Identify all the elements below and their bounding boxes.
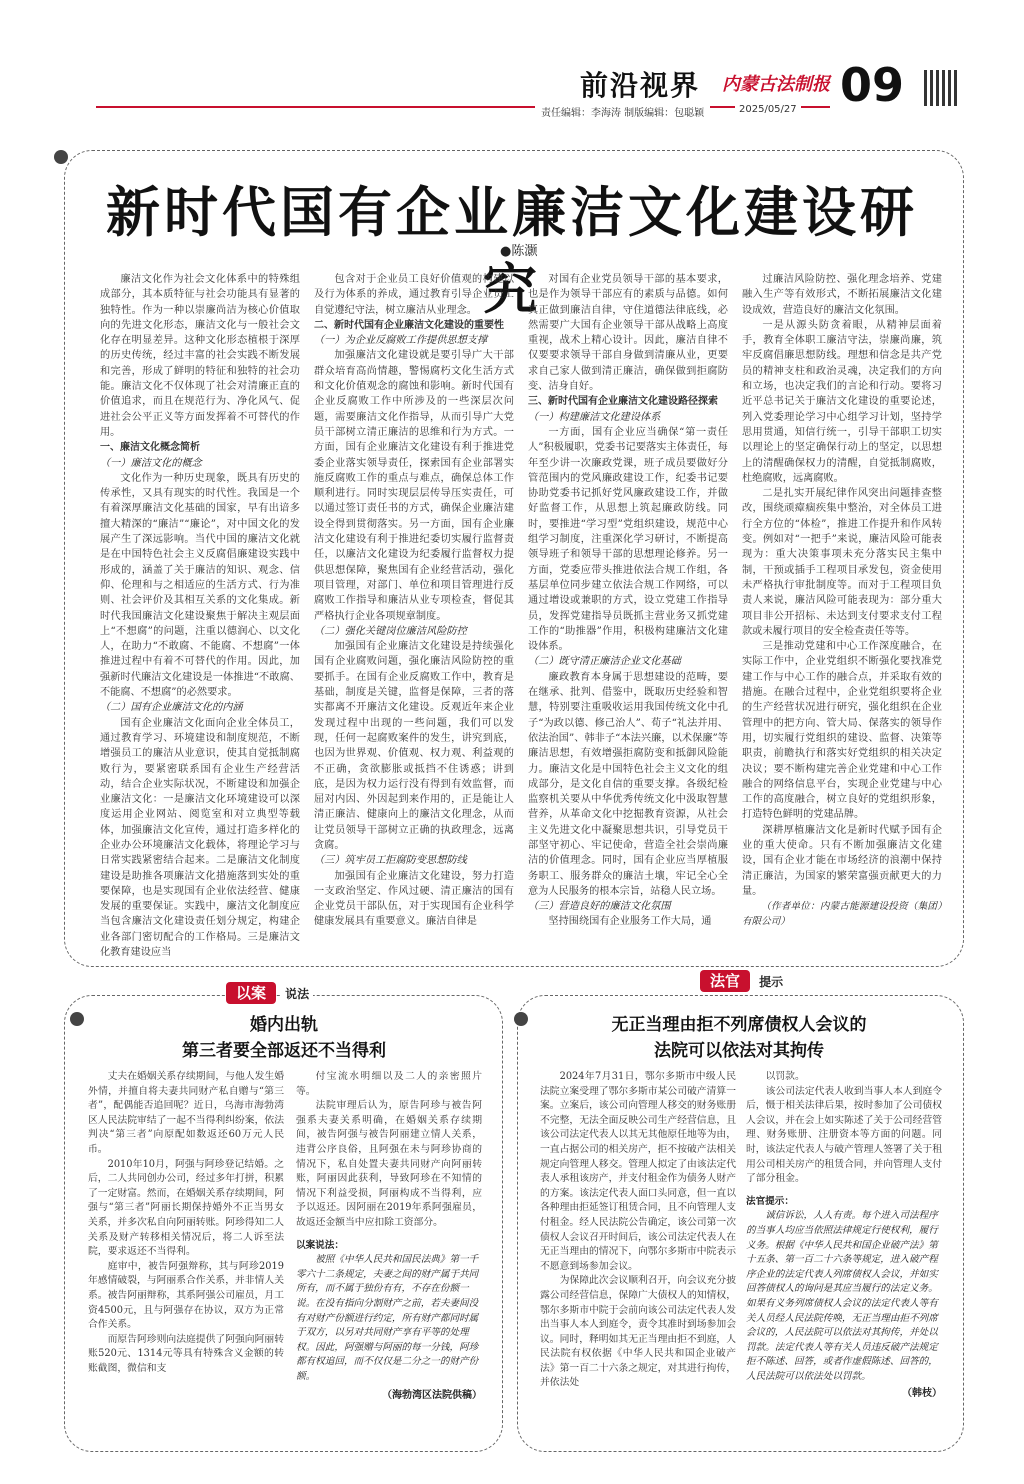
paragraph: 2024年7月31日，鄂尔多斯市中级人民法院立案受理了鄂尔多斯市某公司破产清算一案。立案后，该公司向管理人移交的财务账册不完整，无法全面反映公司生产经营信息，且该公司法定代表人以其无其他原任地等为由，一直占据公司的相关房产，拒不按破产法相关规定向管理人移交。管理人拟定了由该法定代表人承租该房产，并支付租金作为债务人财产的方案。该法定代表人面口头同意，但一直以各种理由拒延签订租赁合同，且不向管理人支付租金。经人民法院公告确定，该公司第一次债权人会议召开时间后，该公司法定代表人在无正当理由的情况下，向鄂尔多斯市中院表示不愿意到场参加会议。	[540, 1071, 736, 1272]
paragraph: 加强国有企业廉洁文化建设是持续强化国有企业腐败问题，强化廉洁风险防控的重要抓手。在国有企业反腐败工作中，教育是基础，制度是关键，监督是保障，三者的落实都离不开廉洁文化建设。反观近年来企业发现过程中出现的一些问题，我们可以发现，任何一起腐败案件的发生，讲究到底，也因为世界观、价值观、权力观、利益观的不正确，贪欲膨胀或抵挡不住诱惑；讲到底，是因为权力运行没有得到有效监督，而屈对内因、外因起到来作用的，正是能让人清正廉洁、健康向上的廉洁文化理念，从而让党员领导干部树立正确的执政理念，远离贪腐。	[314, 641, 514, 851]
subsection-heading: （二）国有企业廉洁文化的内涵	[100, 702, 243, 714]
subsection-heading: （三）营造良好的廉洁文化氛围	[528, 901, 671, 913]
judge-badge-sub: 提示	[755, 975, 787, 989]
case-badge-label: 以案	[226, 982, 276, 1004]
article-title: 新时代国有企业廉洁文化建设研究	[106, 180, 918, 321]
masthead-rule	[96, 106, 830, 108]
subsection-heading: （二）强化关键岗位廉洁风险防控	[314, 625, 467, 637]
article-body	[100, 272, 942, 962]
judge-column-2	[746, 1070, 942, 1399]
case-badge-sub: 说法	[281, 987, 313, 1001]
paragraph: 对国有企业党员领导干部的基本要求，也是作为领导干部应有的素质与品德。如何真正做到廉洁自律，守住道德法律底线，必然需要广大国有企业领导干部从战略上高度重视，战术上精心设计。因此，廉洁自律不仅要要求领导干部自身做到清廉从业，更要求自己家人做到清正廉洁，确保做到拒腐防变、洁身自好。	[528, 274, 728, 393]
paragraph: 一是从源头防贪着眼，从精神层面着手，教育全体职工廉洁守法，崇廉尚廉，筑牢反腐倡廉思想防线。理想和信念是共产党员的精神支柱和政治灵魂，决定我们的方向和立场，也决定我们的言论和行动。要将习近平总书记关于廉洁文化建设的重要论述，列入党委理论学习中心组学习计划，坚持学思用贯通，知信行统一，引导干部职工切实以理论上的坚定确保行动上的坚定，以思想上的清醒确保权力的清醒，自觉抵制腐败，杜绝腐败，远离腐败。	[742, 319, 942, 484]
case-title-line-1: 婚内出轨	[250, 1015, 318, 1035]
paragraph: 二是扎实开展纪律作风突出问题排查整改，围绕顽瘴痼疾集中整治，对全体员工进行全方位的“体检”，推进工作提升和作风转变。例如对“一把手”来说，廉洁风险可能表现为：重大决策事项未充分落实民主集中制，干预或插手工程项目承发包，资金使用未严格执行审批制度等。而对于工程项目负责人来说，廉洁风险可能表现为：部分重大项目非公开招标、未达到支付要求支付工程款或未履行项目的安全检查责任等等。	[742, 488, 942, 637]
case-column-1	[88, 1070, 284, 1440]
paragraph: 廉政教育本身属于思想建设的范畴，要在继承、批判、借鉴中，既取历史经验和智慧，特别要注重吸收运用我国传统文化中孔子“为政以德、修己治人”、荀子“礼法并用、依法治国”、韩非子“本法兴廉，以术保廉”等廉洁思想，有效增强拒腐防变和抵御风险能力。廉洁文化是中国特色社会主义文化的组成部分，是文化自信的重要支撑。各级纪检监察机关要从中华优秀传统文化中汲取智慧营养，从革命文化中挖掘教育资源，从社会主义先进文化中凝聚思想共识，引导党员干部坚守初心、牢记使命，营造全社会崇尚廉洁的价值理念。同时，国有企业应当厚植服务职工、服务群众的廉洁土壤，牢记全心全意为人民服务的根本宗旨，站稳人民立场。	[528, 671, 728, 897]
paragraph: 一方面，国有企业应当确保“第一责任人”积极履职，党委书记要落实主体责任，每年至少讲一次廉政党课，班子成员要做好分管范围内的党风廉政建设工作，纪委书记要协助党委书记抓好党风廉政建设工作，并做好监督工作，从思想上筑起廉政防线。同时，要推进“学习型”党组织建设，规范中心组学习制度，注重深化学习研讨，不断提高领导班子和领导干部的思想理论修养。另一方面，党委应带头推进依法合规工作组，各基层单位同步建立依法合规工作网络，可以通过增设或兼职的方式，设立党建工作指导员，发挥党建指导员既抓主营业务又抓党建工作的“助推器”作用，积极构建廉洁文化建设体系。	[528, 426, 728, 653]
subsection-heading: （一）构建廉洁文化建设体系	[528, 411, 661, 423]
case-comment-head: 以案说法：	[296, 1239, 344, 1251]
subsection-heading: （三）筑牢员工拒腐防变思想防线	[314, 855, 467, 867]
case-column-2	[296, 1070, 482, 1401]
article-column-1	[100, 272, 300, 962]
section-heading: 三、新时代国有企业廉洁文化建设路径探索	[528, 396, 718, 408]
judge-source: （韩枝）	[902, 1388, 942, 1400]
paragraph: 该公司法定代表人收到当事人本人到庭令后，慑于相关法律后果，按时参加了公司债权人会议，并在会上如实陈述了关于公司经营管理、财务账册、注册资本等方面的问题。同时，该法定代表人与破产管理人签署了关于租用公司相关房产的租赁合同，并向管理人支付了部分租金。	[746, 1085, 942, 1185]
subsection-heading: （一）为企业反腐败工作提供思想支撑	[314, 335, 488, 347]
paragraph: 包含对于企业员工良好价值观的构建以及行为体系的养成，通过教育引导企业员工自觉遵纪守法，树立廉洁从业理念。	[314, 274, 514, 316]
frame-dot	[54, 150, 68, 164]
paragraph: 深耕厚植廉洁文化是新时代赋予国有企业的重大使命。只有不断加强廉洁文化建设，国有企业才能在市场经济的浪潮中保持清正廉洁，为国家的繁荣富强贡献更大的力量。	[742, 824, 942, 897]
paragraph: 过廉洁风险防控、强化理念培养、党建融入生产等有效形式，不断拓展廉洁文化建设成效，营造良好的廉洁文化氛围。	[742, 274, 942, 316]
paragraph: 付宝流水明细以及二人的亲密照片等。	[296, 1071, 482, 1097]
paragraph: 三是推动党建和中心工作深度融合，在实际工作中，企业党组织不断强化要找准党建工作与中心工作的融合点，并采取有效的措施。在融合过程中，企业党组织要将企业的生产经营状况进行研究，强化组织在企业管理中的把方向、管大局、保落实的领导作用，切实履行党组织的建设、监督、决策等职责，前瞻执行和落实好党组织的相关决定决议；要不断构建完善企业党建和中心工作融合的网络信息平台，实现企业党建与中心工作的高度融合，树立良好的党组织形象，打造特色鲜明的党建品牌。	[742, 641, 942, 821]
article-column-4	[742, 272, 942, 962]
paragraph: （作者单位：内蒙古能源建设投资（集团）有限公司）	[742, 901, 942, 928]
paragraph: 丈夫在婚姻关系存续期间，与他人发生婚外情，并擅自将夫妻共同财产私自赠与“第三者”，配偶能否追回呢？近日，乌海市海勃湾区人民法院审结了一起不当得利纠纷案，依法判决“第三者”向原配如数返还60万元人民币。	[88, 1071, 284, 1155]
paragraph: 廉洁文化作为社会文化体系中的特殊组成部分，其本质特征与社会功能具有显著的独特性。作为一种以崇廉尚洁为核心价值取向的先进文化形态，廉洁文化与一般社会文化存在明显差异。这种文化形态植根于深厚的历史传统，经过丰富的社会实践不断发展和完善，形成了鲜明的特征和独特的社会功能。廉洁文化不仅体现了社会对清廉正直的价值追求，而且在规范行为、净化风气、促进社会公平正义等方面发挥着不可替代的作用。	[100, 274, 300, 438]
judge-title	[536, 1012, 942, 1064]
case-badge	[226, 982, 313, 1003]
case-body-2	[296, 1070, 482, 1231]
judge-comment-head: 法官提示：	[746, 1195, 794, 1207]
paragraph: 国有企业廉洁文化面向企业全体员工，通过教育学习、环境建设和制度规范，不断增强员工的廉洁从业意识，使其自觉抵制腐败行为，要紧密联系国有企业生产经营活动，结合企业实际状况，不断建设和加强企业廉洁文化：一是廉洁文化环境建设可以深度运用企业网站、阅览室和对立典型等载体，加强廉洁文化宣传，通过打造多样化的企业办公环境廉洁文化载体，将理论学习与日常实践紧密结合起来。二是廉洁文化制度建设是助推各项廉洁文化措施落到实处的重要保障，也是实现国有企业依法经营、健康发展的重要保证。实践中，廉洁文化制度应当包含廉洁文化建设责任划分规定，构建企业各部门密切配合的工作格局。三是廉洁文化教育建设应当	[100, 717, 300, 959]
section-heading: 二、新时代国有企业廉洁文化建设的重要性	[314, 319, 504, 331]
editor-credits: 责任编辑：李海涛 制版编辑：包聪颖	[535, 104, 710, 119]
paragraph: 文化作为一种历史现象，既具有历史的传承性，又具有现实的时代性。我国是一个有着深厚廉洁文化基础的国家，早有出谙多擅大精深的“廉洁”“廉论”，对中国文化的发展产生了深远影响。当代中国的廉洁文化就是在中国特色社会主义反腐倡廉建设实践中形成的，涵盖了关于廉洁的知识、观念、信仰、伦理和与之相适应的生活方式、行为准则、社会评价及其相互关系的文化集成。新时代我国廉洁文化建设聚焦于解决主观层面上“不想腐”的问题，注重以德润心、以文化人，在助力“不敢腐、不能腐、不想腐”一体推进过程中有着不可替代的作用。因此，加强新时代廉洁文化建设是一体推进“不敢腐、不能腐、不想腐”的必然要求。	[100, 472, 300, 699]
judge-column-1	[540, 1070, 736, 1440]
judge-badge	[700, 970, 787, 991]
frame-dot	[70, 1012, 84, 1026]
paragraph: 加强廉洁文化建设就是要引导广大干部群众培育高尚情趣，警惕腐朽文化生活方式和文化价值观念的腐蚀和影响。新时代国有企业反腐败工作中所涉及的一些深层次问题，需要廉洁文化作指导，从而引导广大党员干部树立清正廉洁的思维和行为方式。一方面，国有企业廉洁文化建设有利于推进党委企业落实领导责任，探索国有企业部署实施反腐败工作的重点与难点，确保总体工作顺利进行。同时实现层层传导压实责任，可以通过签订责任书的方式，确保企业廉洁建设全得到贯彻落实。另一方面，国有企业廉洁文化建设有利于推进纪委切实履行监督责任，以廉洁文化建设为纪委履行监督权力提供思想保障，聚焦国有企业经营活动，强化项目管理，对部门、单位和项目管理进行反腐败工作指导和廉洁从业专项检查，督促其严格执行企业各项规章制度。	[314, 350, 514, 622]
case-source: （海勃湾区法院供稿）	[382, 1390, 482, 1402]
paragraph: 为保障此次会议顺利召开，向会议充分披露公司经营信息，保障广大债权人的知情权，鄂尔多斯市中院于会前向该公司法定代表人发出当事人本人到庭令，责令其准时到场参加会议。同时，释明如其无正当理由拒不到庭，人民法院有权依据《中华人民共和国企业破产法》第一百二十六条之规定，对其进行拘传，并依法处	[540, 1275, 736, 1389]
page-number: 09	[840, 58, 905, 112]
paragraph: 以罚款。	[765, 1071, 805, 1082]
judge-title-line-1: 无正当理由拒不列席债权人会议的	[611, 1015, 867, 1035]
article-author: ●陈灏	[500, 244, 538, 259]
subsection-heading: （一）廉洁文化的概念	[100, 457, 202, 469]
paragraph: 法院审理后认为，原告阿珍与被告阿强系夫妻关系明确，在婚姻关系存续期间，被告阿强与被告阿丽建立情人关系，违背公序良俗，且阿强在未与阿珍协商的情况下，私自处置夫妻共同财产向阿丽转账，阿丽因此获利，导致阿珍在不知情的情况下利益受损，阿丽构成不当得利，应予以返还。因阿丽在2019年系阿强雇员，故返还金额当中应扣除工资部分。	[296, 1100, 482, 1228]
frame-dot	[514, 1012, 528, 1026]
judge-comment	[746, 1195, 942, 1385]
judge-body-2	[746, 1070, 942, 1187]
paragraph: 庭审中，被告阿强辩称，其与阿珍2019年感情破裂，与阿丽系合作关系，并非情人关系。被告阿丽辩称，其系阿强公司雇员，月工资4500元，且与阿强存在协议，双方为正常合作关系。	[88, 1260, 284, 1331]
subsection-heading: （二）既守清正廉洁企业文化基础	[528, 656, 681, 668]
paragraph: 加强国有企业廉洁文化建设，努力打造一支政治坚定、作风过硬、清正廉洁的国有企业党员干部队伍，对于实现国有企业科学健康发展具有重要意义。廉洁自律是	[314, 870, 514, 928]
judge-title-line-2: 法院可以依法对其拘传	[654, 1041, 824, 1061]
section-heading: 一、廉洁文化概念简析	[100, 442, 200, 454]
newspaper-logo: 内蒙古法制报	[722, 74, 830, 95]
paragraph: 而原告阿珍则向法庭提供了阿强向阿丽转账520元、1314元等具有特殊含义金额的转账截图，微信和支	[88, 1333, 284, 1374]
paragraph: 坚持围绕国有企业服务工作大局，通	[548, 916, 712, 928]
case-comment-text: 被照《中华人民共和国民法典》第一千零六十二条规定，夫妻之间的财产属于共同所有，而不属于独份有有，不存在份额一说。在没有指向分割财产之前，若夫妻间没有对财产份额进行约定，所有财产都同时属于双方，以另对共同财产享有平等的处理权。因此，阿强赠与阿丽的每一分钱，阿珍都有权追回，而不仅仅是二分之一的财产份额。	[296, 1254, 479, 1382]
judge-comment-text: 诚信诉讼，人人有责。每个进入司法程序的当事人均应当依照法律规定行使权利，履行义务。根据《中华人民共和国企业破产法》第十五条、第一百二十六条等规定，进入破产程序企业的法定代表人列席债权人会议，并如实回答债权人的询问是其应当履行的法定义务。如果有义务列席债权人会议的法定代表人等有关人员经人民法院传唤，无正当理由拒不列席会议的，人民法院可以依法对其拘传，并处以罚款。法定代表人等有关人员违反破产法规定拒不陈述、回答，或者作虚假陈述、回答的，人民法院可以依法处以罚款。	[746, 1210, 938, 1382]
article-column-2	[314, 272, 514, 962]
case-title-line-2: 第三者要全部返还不当得利	[182, 1041, 386, 1061]
article-column-3	[528, 272, 728, 962]
paragraph: 2010年10月，阿强与阿珍登记结婚。之后，二人共同创办公司，经过多年打拼，积累了一定财富。然而，在婚姻关系存续期间，阿强与“第三者”阿丽长期保持婚外不正当男女关系，并多次私自向阿丽转账。阿珍得知二人关系及财产转移相关情况后，将二人诉至法院，要求返还不当得利。	[88, 1158, 284, 1258]
case-title	[84, 1012, 484, 1064]
issue-date: 2025/05/27	[735, 104, 801, 115]
section-title: 前沿视界	[580, 69, 701, 102]
judge-badge-label: 法官	[700, 970, 750, 992]
case-comment	[296, 1239, 482, 1385]
qr-code-icon	[924, 70, 960, 106]
